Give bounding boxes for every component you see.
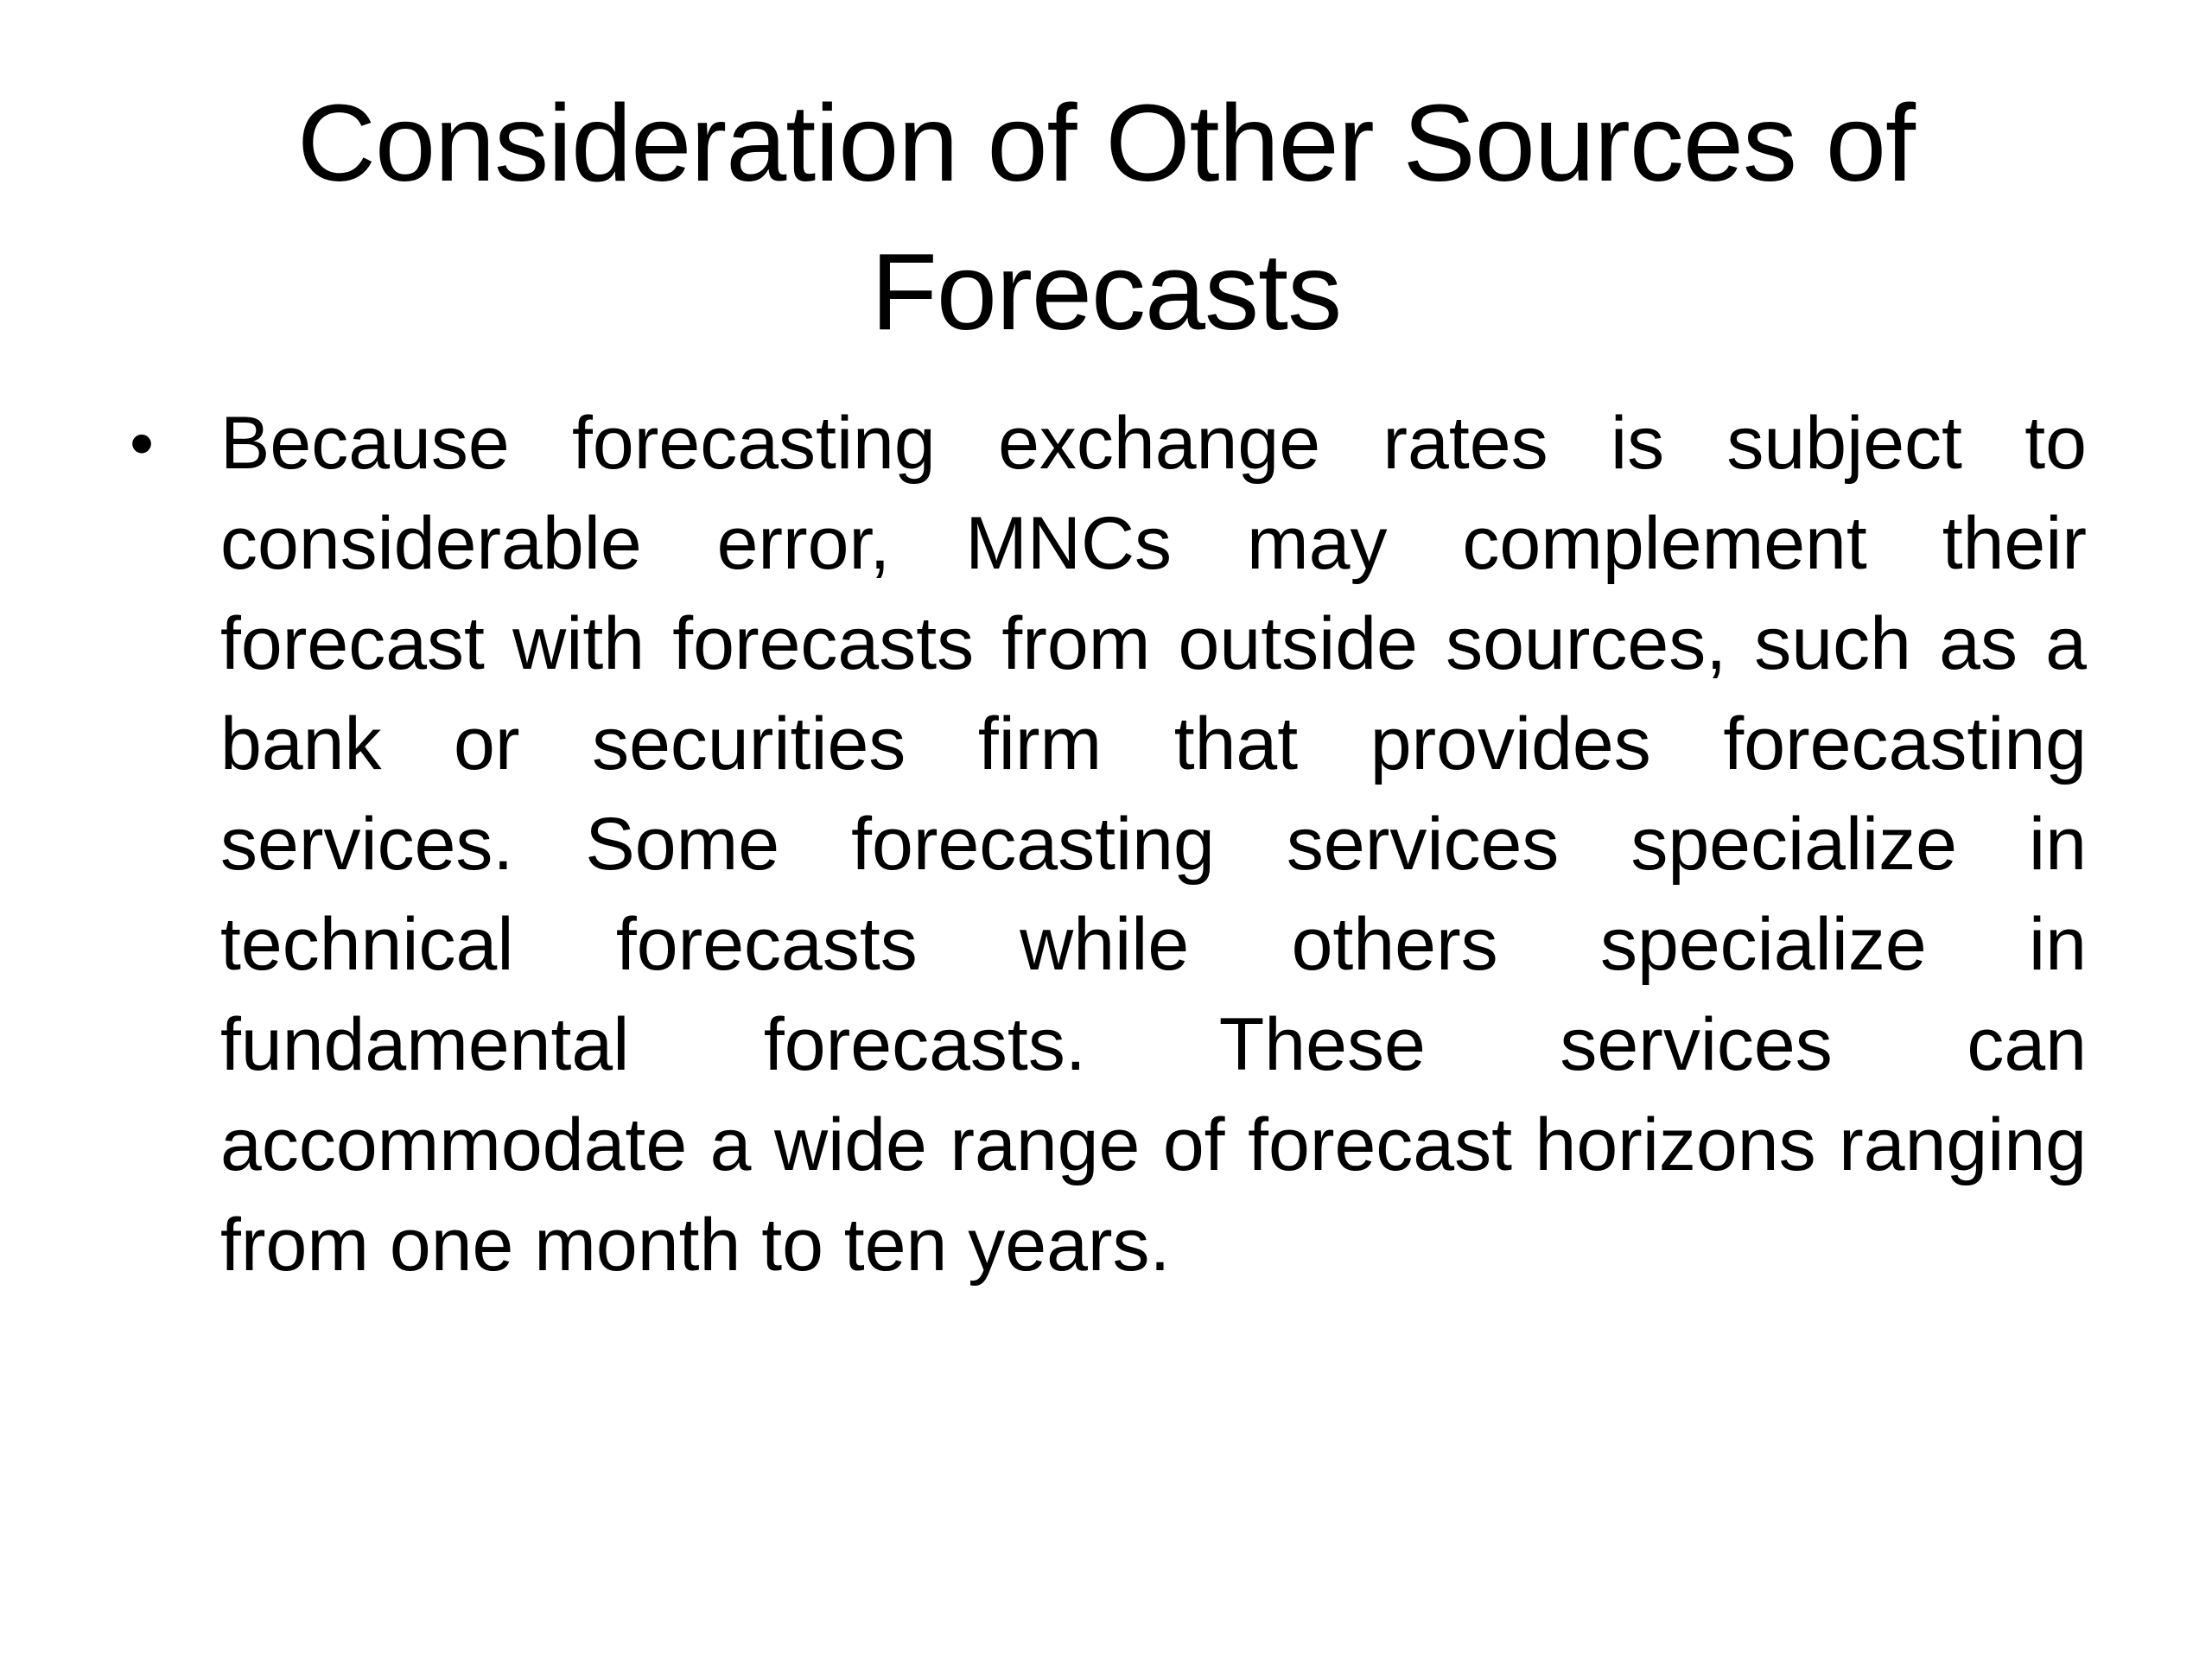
bullet-text: Because forecasting exchange rates is subject to considerable error, MNCs may complement their forecast with forecasts from outside sources, such as a bank or securities firm that provides forecasting services. Some forecasting services specialize in technical forecasts while others specialize in fundamental forecasts. These services can accommodate a wide range of forecast horizons ranging from one month to ten years. <box>220 402 2087 1287</box>
slide-title: Consideration of Other Sources of Forecasts <box>296 82 1915 353</box>
bullet-item <box>130 393 2087 1295</box>
bullet-dot-icon: • <box>130 404 155 481</box>
bullet-list <box>130 393 2087 1295</box>
